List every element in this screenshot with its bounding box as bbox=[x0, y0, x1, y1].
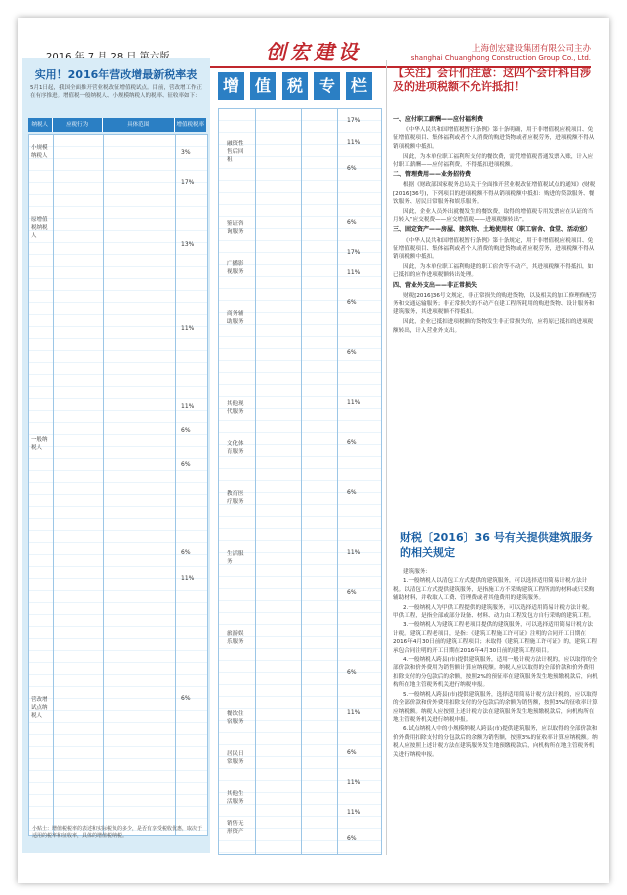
column-divider bbox=[386, 60, 387, 855]
rate-cell: 11% bbox=[181, 325, 195, 332]
row-label: 居民日常服务 bbox=[227, 751, 244, 765]
rate-cell: 6% bbox=[347, 349, 357, 356]
rate-cell: 13% bbox=[181, 241, 195, 248]
paragraph: 因此，企业已抵扣进项税额的货物发生非正常损失的，应将原已抵扣的进项税额转出，计入营业外支出。 bbox=[393, 319, 594, 334]
paragraph: 5.一般纳税人跨县(市)提供建筑服务，选择适用简易计税方法计税的，应以取得的全部价款和价外费用扣除支付的分包款后的余额为销售额，按照3%的征收率计算应纳税额。纳税人应按照上述计税方法在建筑服务发生地预缴税款后，向机构所在地主管税务机关进行纳税申报。 bbox=[393, 691, 598, 723]
header-scope: 具体范围 bbox=[103, 118, 175, 132]
tax-rate-table bbox=[28, 118, 206, 719]
column-divider bbox=[53, 135, 54, 835]
paragraph: 6.试点纳税人中的小规模纳税人跨县(市)提供建筑服务，应以取得的全部价款和价外费用扣除支付的分包款后的余额为销售额，按照3%的征收率计算应纳税额。纳税人应按照上述计税方法在建筑服务发生地预缴税款后，向机构所在地主管税务机关进行纳税申报。 bbox=[393, 726, 598, 758]
rate-cell: 6% bbox=[347, 669, 357, 676]
row-label: 生活服务 bbox=[227, 551, 244, 565]
category-label: 小规模纳税人 bbox=[31, 145, 48, 159]
column-divider bbox=[337, 109, 338, 854]
tip-note: 小贴士：增值税税率的表述和实际税负的多少，是否有享受税收优惠，取决于适用的税率和征收率，具体的增值税纳税。 bbox=[32, 826, 203, 839]
rate-cell: 17% bbox=[347, 117, 361, 124]
paragraph: 2.一般纳税人为甲供工程提供的建筑服务，可以选择适用简易计税方法计税。甲供工程，是指全部或部分设备、材料、动力由工程发包方自行采购的建筑工程。 bbox=[393, 604, 595, 620]
paragraph: 财税[2016]36号文规定，非正常损失的购进货物，以及相关的加工修理修配劳务和交通运输服务；非正常损失的不动产在建工程所耗用的购进货物、设计服务和建筑服务，其进项税额不得抵扣。 bbox=[393, 292, 597, 316]
rate-cell: 6% bbox=[347, 835, 357, 842]
rate-cell: 6% bbox=[347, 299, 357, 306]
row-label: 其他生活服务 bbox=[227, 791, 244, 805]
column-divider bbox=[255, 109, 256, 854]
paragraph: 根据《财政部国家税务总局关于全面推开营业税改征增值税试点的通知》(财税[2016]36号)，下列项目的进项税额不得从销项税额中抵扣：购进的贷款服务、餐饮服务、居民日常服务和娱乐服务。 bbox=[393, 182, 596, 205]
row-label: 餐饮住宿服务 bbox=[227, 711, 244, 725]
banner-char: 栏 bbox=[346, 72, 372, 100]
article-body bbox=[393, 114, 598, 337]
banner-char: 专 bbox=[314, 72, 340, 100]
header-activity: 应税行为 bbox=[53, 118, 103, 132]
header-rate: 增值税税率 bbox=[176, 122, 205, 128]
rate-cell: 6% bbox=[181, 695, 191, 702]
rate-cell: 11% bbox=[347, 779, 361, 786]
section-heading: 三、固定资产——房屋、建筑物、土地使用权（职工宿舍、食堂、活动室） bbox=[393, 226, 592, 234]
rate-cell: 6% bbox=[347, 589, 357, 596]
row-label: 商务辅助服务 bbox=[227, 311, 244, 325]
rate-cell: 6% bbox=[347, 219, 357, 226]
masthead-logo: 创宏建设 bbox=[266, 40, 362, 64]
row-label: 融资性售后回租 bbox=[227, 141, 244, 163]
rate-cell: 17% bbox=[181, 179, 195, 186]
rate-cell: 11% bbox=[347, 549, 361, 556]
rate-cell: 6% bbox=[347, 165, 357, 172]
rate-cell: 6% bbox=[347, 439, 357, 446]
rate-cell: 3% bbox=[181, 149, 191, 156]
rate-cell: 11% bbox=[347, 399, 361, 406]
rate-cell: 11% bbox=[347, 139, 361, 146]
row-label: 其他现代服务 bbox=[227, 401, 244, 415]
paragraph: 3.一般纳税人为建筑工程老项目提供的建筑服务，可以选择适用简易计税方法计税。建筑工程老项目，是指：《建筑工程施工许可证》注明的合同开工日期在2016年4月30日前的建筑工程项目；未取得《建筑工程施工许可证》的，建筑工程承包合同注明的开工日期在2016年4月30日前的建筑工程项目。 bbox=[393, 622, 597, 654]
rate-cell: 17% bbox=[347, 249, 361, 256]
category-label: 原增值税纳税人 bbox=[31, 217, 48, 239]
tax-table-title: 实用！2016年营改增最新税率表 bbox=[34, 68, 198, 81]
section-heading: 二、管理费用——业务招待费 bbox=[393, 171, 472, 179]
section-heading: 四、营业外支出——非正常损失 bbox=[393, 281, 478, 289]
column-divider bbox=[301, 109, 302, 854]
table-header bbox=[28, 118, 206, 132]
rate-cell: 6% bbox=[181, 461, 191, 468]
vat-column-banner bbox=[210, 72, 380, 102]
row-label: 文化体育服务 bbox=[227, 441, 244, 455]
tax-table-intro: 5月1日起，我国全面推开营业税改征增值税试点。目前，营改增工作正在有序推进。增值税一般纳税人、小规模纳税人的税率、征收率如下： bbox=[30, 85, 203, 99]
tax-rate-table-continued bbox=[218, 108, 382, 855]
category-label: 一般纳税人 bbox=[31, 437, 48, 451]
row-label: 销售无形资产 bbox=[227, 821, 244, 835]
publisher-cn: 上海创宏建设集团有限公司主办 bbox=[471, 44, 591, 54]
banner-char: 值 bbox=[250, 72, 276, 100]
paragraph: 《中华人民共和国增值税暂行条例》第十条明确，用于非增值税应税项目、免征增值税项目、集体福利或者个人消费的购进货物或者应税劳务，进项税额不得从销项税额中抵扣。 bbox=[393, 127, 595, 150]
section-heading: 一、应付职工薪酬——应付福利费 bbox=[393, 116, 484, 123]
rate-cell: 11% bbox=[347, 709, 361, 716]
rate-cell: 11% bbox=[347, 269, 361, 276]
paragraph: 建筑服务： bbox=[403, 569, 431, 575]
article-body-2 bbox=[393, 568, 598, 760]
paragraph: 《中华人民共和国增值税暂行条例》第十条规定，用于非增值税应税项目、免征增值税项目、集体福利或者个人消费的购进货物或者应税劳务，进项税额不得从销项税额中抵扣。 bbox=[393, 237, 595, 261]
row-label: 旅游娱乐服务 bbox=[227, 631, 244, 645]
header-taxpayer: 纳税人 bbox=[28, 118, 53, 132]
paragraph: 4.一般纳税人跨县(市)提供建筑服务，适用一般计税方法计税的，应以取得的全部价款和价外费用为销售额计算应纳税额。纳税人应以取得的全部价款和价外费用扣除支付的分包款后的余额，按照2%的预征率在建筑服务发生地预缴税款后，向机构所在地主管税务机关进行纳税申报。 bbox=[393, 657, 598, 689]
row-label: 广播影视服务 bbox=[227, 261, 244, 275]
paragraph: 因此，为本单位职工福利购建的职工宿舍等不动产，其进项税额不得抵扣，如已抵扣的应作进项税额转出处理。 bbox=[393, 264, 594, 279]
table-body bbox=[28, 134, 208, 836]
paragraph: 因此，企业人员外出就餐发生的餐饮费，取得的增值税专用发票应在认证的当月转入“应交税费——应交增值税——进项税额转出”。 bbox=[393, 209, 594, 224]
row-label: 教育医疗服务 bbox=[227, 491, 244, 505]
rate-cell: 6% bbox=[181, 549, 191, 556]
rate-cell: 11% bbox=[347, 809, 361, 816]
article-title: 【关注】会计们注意：这四个会计科目涉及的进项税额不允许抵扣！ bbox=[393, 66, 591, 93]
row-label: 鉴证咨询服务 bbox=[227, 221, 244, 235]
banner-char: 增 bbox=[218, 72, 244, 100]
paragraph: 因此，为本单位职工福利所支付的餐饮费，需凭增值税普通发票入账，计入应付职工薪酬——应付福利费，不得抵扣进项税额。 bbox=[393, 153, 594, 169]
rate-cell: 6% bbox=[181, 427, 191, 434]
paragraph: 1.一般纳税人以清包工方式提供的建筑服务，可以选择适用简易计税方法计税。以清包工方式提供建筑服务，是指施工方不采购建筑工程所需的材料或只采购辅助材料，并收取人工费、管理费或者其他费用的建筑服务。 bbox=[393, 578, 595, 602]
column-divider bbox=[103, 135, 104, 835]
rate-cell: 11% bbox=[181, 403, 195, 410]
publisher-en: shanghai Chuanghong Construction Group Co., Ltd. bbox=[410, 54, 591, 62]
category-label: 营改增试点纳税人 bbox=[31, 697, 48, 719]
banner-char: 税 bbox=[282, 72, 308, 100]
column-divider bbox=[175, 135, 176, 835]
rate-cell: 6% bbox=[347, 749, 357, 756]
rate-cell: 6% bbox=[347, 489, 357, 496]
article-title-2: 财税〔2016〕36 号有关提供建筑服务的相关规定 bbox=[400, 531, 593, 559]
rate-cell: 11% bbox=[181, 575, 195, 582]
